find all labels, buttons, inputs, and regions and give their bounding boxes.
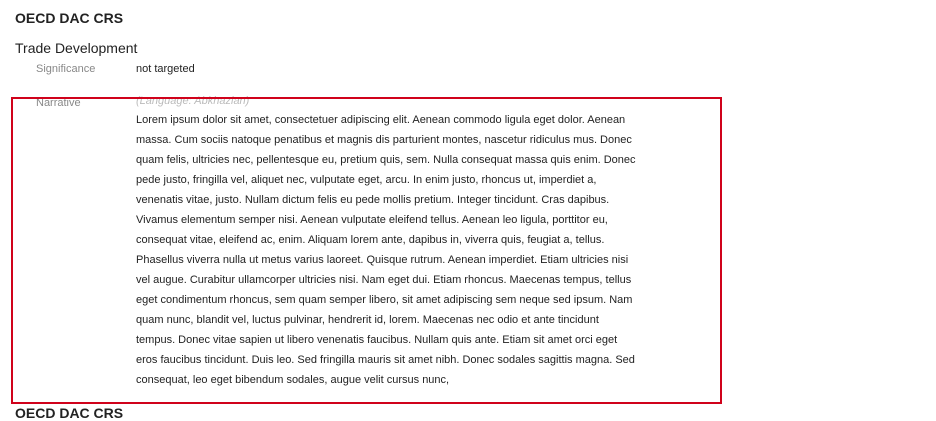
policy-marker-name: Trade Development — [15, 40, 138, 56]
significance-label: Significance — [36, 63, 96, 75]
significance-value: not targeted — [136, 63, 195, 75]
next-section-title: OECD DAC CRS — [15, 405, 124, 421]
section-title: OECD DAC CRS — [15, 10, 124, 26]
narrative-text: Lorem ipsum dolor sit amet, consectetuer adipiscing elit. Aenean commodo ligula eget dolor. Aenean massa. Cum sociis natoque penatibus et magnis dis parturient montes, nascetur ridiculus mus. Donec quam felis, ultricies nec, pellentesque eu, pretium quis, sem. Nulla consequat massa quis enim. Donec pede justo, fringilla vel, aliquet nec, vulputate eget, arcu. In enim justo, rhoncus ut, imperdiet a, venenatis vitae, justo. Nullam dictum felis eu pede mollis pretium. Integer tincidunt. Cras dapibus. Vivamus elementum semper nisi. Aenean vulputate eleifend tellus. Aenean leo ligula, porttitor eu, consequat vitae, eleifend ac, enim. Aliquam lorem ante, dapibus in, viverra quis, feugiat a, tellus. Phasellus viverra nulla ut metus varius laoreet. Quisque rutrum. Aenean imperdiet. Etiam ultricies nisi vel augue. Curabitur ullamcorper ultricies nisi. Nam eget dui. Etiam rhoncus. Maecenas tempus, tellus eget condimentum rhoncus, sem quam semper libero, sit amet adipiscing sem neque sed ipsum. Nam quam nunc, blandit vel, luctus pulvinar, hendrerit id, lorem. Maecenas nec odio et ante tincidunt tempus. Donec vitae sapien ut libero venenatis faucibus. Nullam quis ante. Etiam sit amet orci eget eros faucibus tincidunt. Duis leo. Sed fringilla mauris sit amet nibh. Donec sodales sagittis magna. Sed consequat, leo eget bibendum sodales, augue velit cursus nunc, — [136, 114, 636, 386]
narrative-label: Narrative — [36, 97, 81, 109]
narrative-language: (Language: Abkhazian) — [136, 95, 250, 107]
